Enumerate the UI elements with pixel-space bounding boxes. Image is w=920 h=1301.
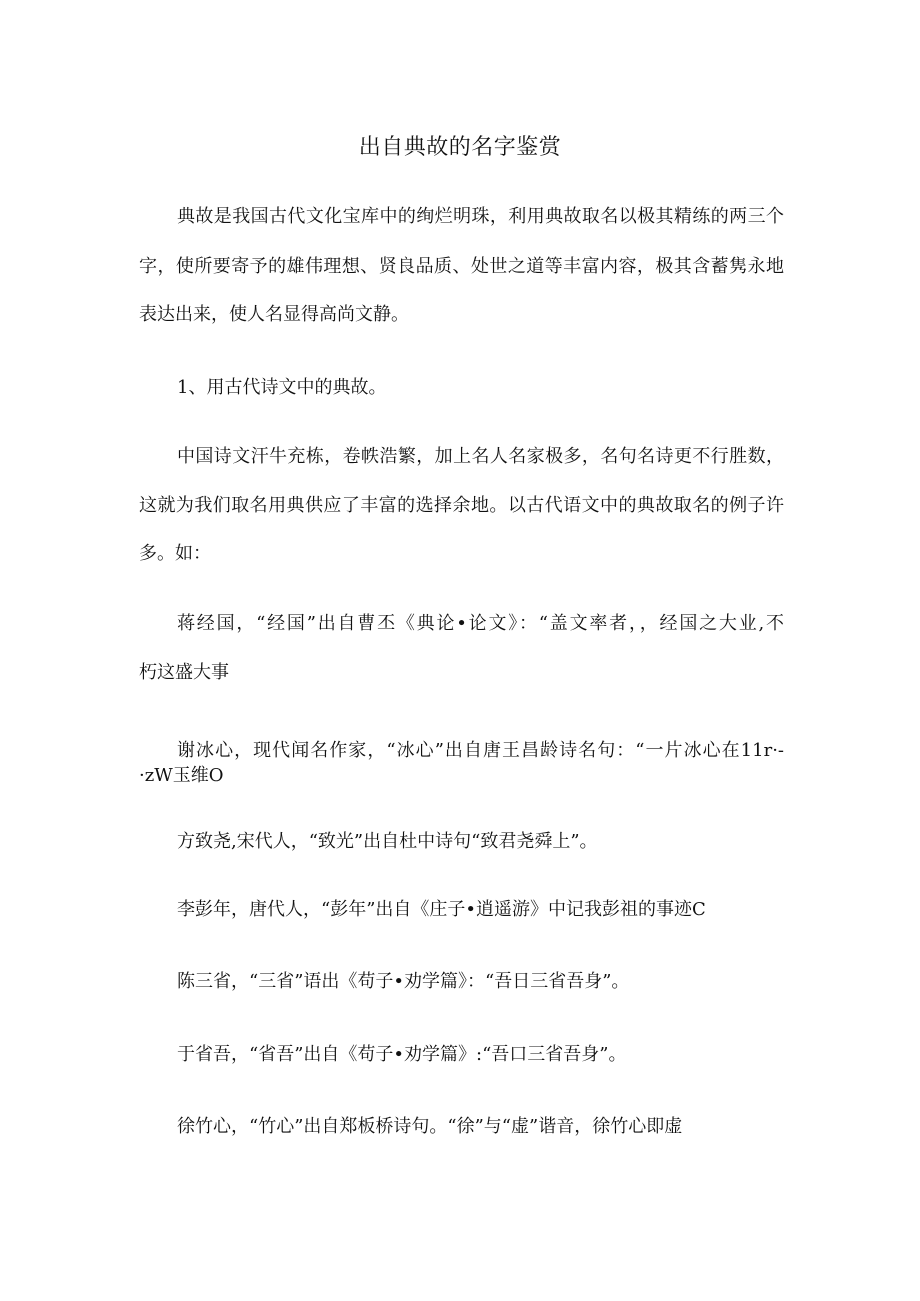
example-xu-zhuxin: 徐竹心，“竹心”出自郑板桥诗句。“徐”与“虚”谐音，徐竹心即虚	[177, 1116, 683, 1137]
example-fang-zhiyao: 方致尧,宋代人，“致光”出自杜中诗句“致君尧舜上”。	[177, 831, 598, 852]
example-jiang-jingguo-line-1: 蒋经国，“经国”出自曹丕《典论•论文》：“盖文率者，，经国之大业,不	[177, 613, 784, 634]
example-li-pengnian: 李彭年，唐代人，“彭年”出自《庄子•逍遥游》中记我彭祖的事迹C	[177, 899, 706, 920]
example-jiang-jingguo-line-2: 朽这盛大事	[139, 662, 229, 683]
paragraph-intro-line-1: 典故是我国古代文化宝库中的绚烂明珠，利用典故取名以极其精练的两三个	[177, 206, 784, 227]
paragraph-poetry-line-1: 中国诗文汗牛充栋，卷帙浩繁，加上名人名家极多，名句名诗更不行胜数，	[177, 446, 784, 467]
paragraph-poetry-line-2: 这就为我们取名用典供应了丰富的选择余地。以古代语文中的典故取名的例子许	[139, 495, 784, 516]
paragraph-intro-line-2: 字，使所要寄予的雄伟理想、贤良品质、处世之道等丰富内容，极其含蓄隽永地	[139, 256, 784, 277]
example-yu-shengwu: 于省吾，“省吾”出自《苟子•劝学篇》:“吾口三省吾身”。	[177, 1044, 627, 1065]
page-title: 出自典故的名字鉴赏	[358, 135, 562, 160]
paragraph-poetry-line-3: 多。如：	[139, 543, 211, 564]
example-xie-bingxin-line-2: ·zW玉维O	[139, 765, 224, 786]
example-xie-bingxin-line-1: 谢冰心，现代闻名作家，“冰心”出自唐王昌龄诗名句：“一片冰心在11r·-	[177, 740, 784, 761]
paragraph-intro-line-3: 表达出来，使人名显得高尚文静。	[139, 304, 409, 325]
example-chen-sansheng: 陈三省，“三省”语出《苟子•劝学篇》：“吾日三省吾身”。	[177, 971, 630, 992]
section-heading: 1、用古代诗文中的典故。	[177, 377, 387, 398]
